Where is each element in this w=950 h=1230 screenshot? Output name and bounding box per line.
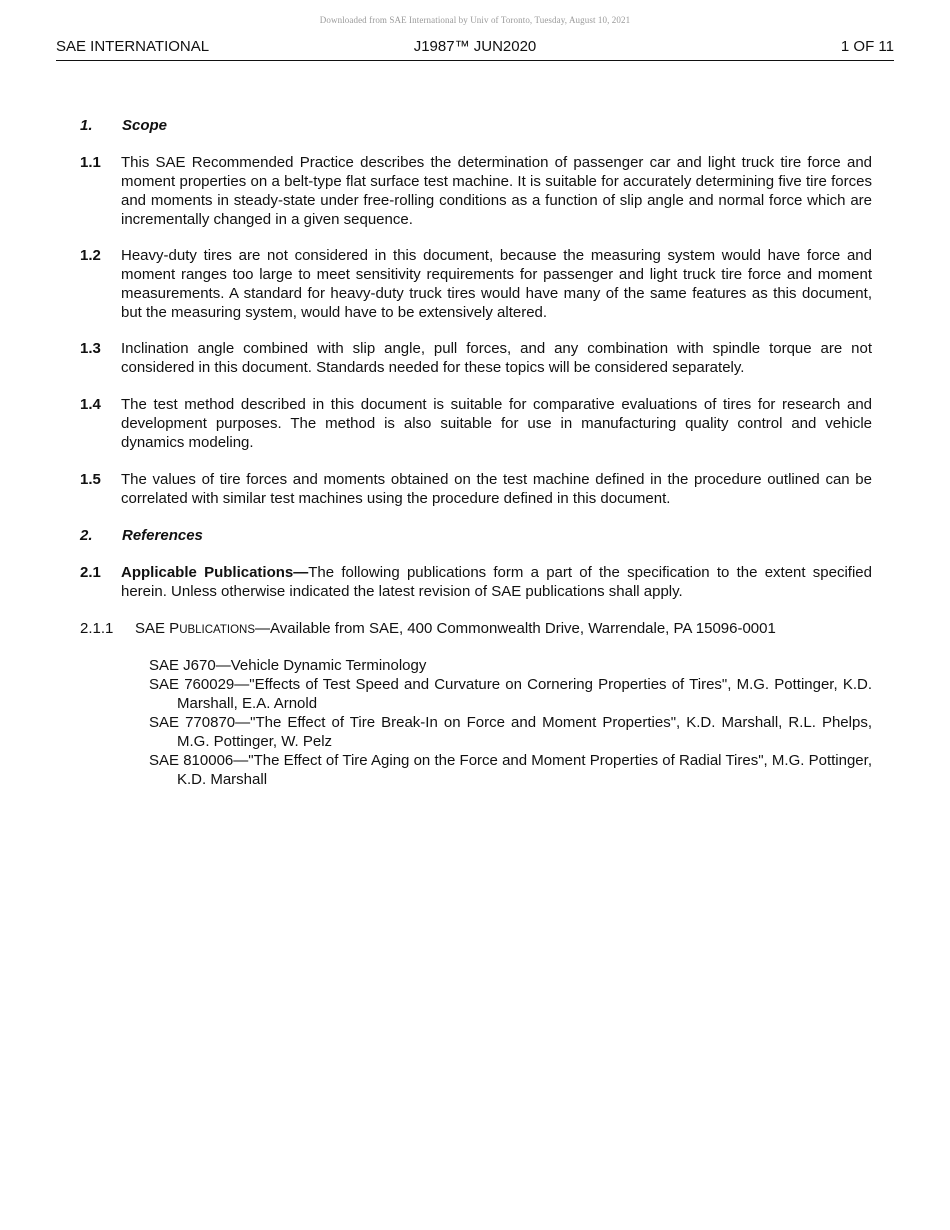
para-2-1-1-lead-cap: SAE P bbox=[135, 620, 180, 637]
header-doc-id: J1987™ JUN2020 bbox=[413, 38, 537, 55]
para-2-1-1-body bbox=[135, 619, 872, 640]
para-1-4-number: 1.4 bbox=[80, 396, 101, 413]
para-1-3-number: 1.3 bbox=[80, 340, 101, 357]
reference-item: SAE 810006—"The Effect of Tire Aging on the Force and Moment Properties of Radial Tires", M.G. Pottinger, K.D. Marshall bbox=[149, 752, 872, 788]
para-2-1-1-text: —Available from SAE, 400 Commonwealth Drive, Warrendale, PA 15096-0001 bbox=[255, 620, 776, 637]
para-2-1-body bbox=[121, 563, 872, 601]
header-page-number: 1 OF 11 bbox=[840, 38, 894, 55]
para-2-1-text: The following publications form a part of the specification to the extent specified herein. Unless otherwise indicated the latest revision of SAE publications shall apply. bbox=[121, 564, 872, 600]
reference-list bbox=[149, 656, 872, 789]
para-1-5-number: 1.5 bbox=[80, 471, 101, 488]
para-1-3-text: Inclination angle combined with slip angle, pull forces, and any combination with spindle torque are not considered in this document. Standards needed for these topics will be considered separately. bbox=[121, 340, 872, 376]
reference-item: SAE J670—Vehicle Dynamic Terminology bbox=[149, 657, 427, 674]
section-2-number: 2. bbox=[80, 527, 93, 544]
reference-item: SAE 770870—"The Effect of Tire Break-In on Force and Moment Properties", K.D. Marshall, R.L. Phelps, M.G. Pottinger, W. Pelz bbox=[149, 714, 872, 750]
para-1-5-text: The values of tire forces and moments obtained on the test machine defined in the procedure outlined can be correlated with similar test machines using the procedure defined in this document. bbox=[121, 471, 872, 507]
download-watermark: Downloaded from SAE International by Univ of Toronto, Tuesday, August 10, 2021 bbox=[319, 15, 631, 25]
para-1-1-text: This SAE Recommended Practice describes the determination of passenger car and light truck tire force and moment properties on a belt-type flat surface test machine. It is suitable for accurately determining five tire forces and moments in steady-state under free-rolling conditions as a function of slip angle and normal force which are incrementally changed in a given sequence. bbox=[121, 154, 872, 228]
para-1-4-text: The test method described in this document is suitable for comparative evaluations of tires for research and development purposes. The method is also suitable for use in manufacturing quality control and vehicle dynamics modeling. bbox=[121, 396, 872, 451]
section-1-number: 1. bbox=[80, 117, 93, 134]
reference-item: SAE 760029—"Effects of Test Speed and Curvature on Cornering Properties of Tires", M.G. Pottinger, K.D. Marshall, E.A. Arnold bbox=[149, 676, 872, 712]
para-1-2-text: Heavy-duty tires are not considered in this document, because the measuring system would have force and moment ranges too large to meet sensitivity requirements for passenger and light truck tire force and moment measurements. A standard for heavy-duty truck tires would have many of the same features as this document, but the measuring system, would have to be extensively altered. bbox=[121, 247, 872, 321]
para-2-1-lead: Applicable Publications— bbox=[121, 564, 309, 581]
para-2-1-number: 2.1 bbox=[80, 564, 101, 581]
para-1-2-number: 1.2 bbox=[80, 247, 101, 264]
para-2-1-1-number: 2.1.1 bbox=[80, 620, 114, 637]
section-1-title: Scope bbox=[122, 117, 168, 134]
para-2-1-1-lead-smallcaps: UBLICATIONS bbox=[179, 624, 256, 636]
para-1-1-number: 1.1 bbox=[80, 154, 101, 171]
section-2-title: References bbox=[122, 527, 203, 544]
page-header bbox=[56, 38, 894, 61]
header-org: SAE INTERNATIONAL bbox=[56, 38, 210, 55]
